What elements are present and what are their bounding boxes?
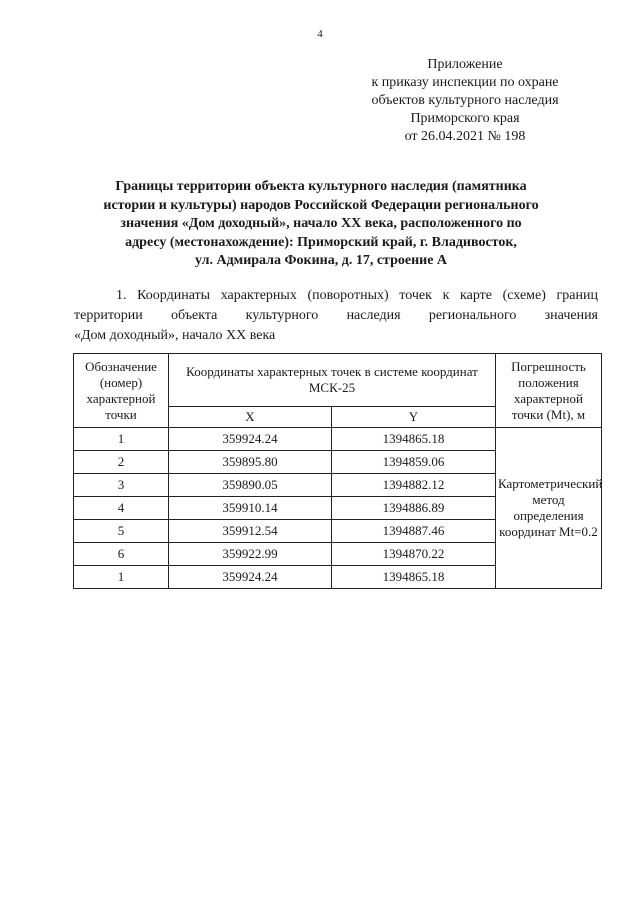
point-number: 5 — [74, 520, 169, 543]
coord-x: 359924.24 — [169, 428, 332, 451]
appendix-line: Приморского края — [410, 111, 520, 126]
intro-paragraph — [74, 286, 598, 346]
point-number: 3 — [74, 474, 169, 497]
appendix-header — [330, 56, 600, 146]
document-title — [78, 178, 564, 271]
header-accuracy: Погрешность положения характерной точки (Mt), м — [496, 354, 602, 428]
appendix-date-line: от 26.04.2021 № 198 — [404, 129, 526, 144]
page-number: 4 — [317, 28, 323, 40]
coord-x: 359924.24 — [169, 566, 332, 589]
word: наследия — [346, 308, 401, 323]
point-number: 1 — [74, 428, 169, 451]
header-x: X — [169, 407, 332, 428]
title-line: ул. Адмирала Фокина, д. 17, строение А — [194, 253, 448, 268]
word: Координаты — [137, 288, 211, 303]
coord-y: 1394886.89 — [332, 497, 496, 520]
paragraph-line-2 — [74, 306, 598, 326]
coord-x: 359912.54 — [169, 520, 332, 543]
title-line: Границы территории объекта культурного наследия (памятника — [115, 179, 527, 194]
title-line: значения «Дом доходный», начало ХХ века, расположенного по — [120, 216, 522, 231]
header-designation: Обозначение (номер) характерной точки — [74, 354, 169, 428]
coord-x: 359895.80 — [169, 451, 332, 474]
word: характерных — [220, 288, 297, 303]
word: территории — [74, 308, 143, 323]
paragraph-line-3: «Дом доходный», начало ХХ века — [74, 328, 276, 343]
paragraph-line-1 — [74, 286, 598, 306]
point-number: 2 — [74, 451, 169, 474]
appendix-line: Приложение — [427, 57, 503, 72]
coord-y: 1394870.22 — [332, 543, 496, 566]
word: границ — [556, 288, 598, 303]
point-number: 4 — [74, 497, 169, 520]
coord-x: 359890.05 — [169, 474, 332, 497]
coord-y: 1394865.18 — [332, 428, 496, 451]
word: к — [442, 288, 450, 303]
appendix-line: к приказу инспекции по охране — [371, 75, 559, 90]
coord-x: 359922.99 — [169, 543, 332, 566]
word: (схеме) — [502, 288, 546, 303]
header-coordinates: Координаты характерных точек в системе координат МСК-25 — [169, 354, 496, 407]
coord-y: 1394887.46 — [332, 520, 496, 543]
title-line: истории и культуры) народов Российской Федерации регионального — [103, 197, 539, 213]
coordinates-table — [73, 353, 602, 589]
word: точек — [399, 288, 432, 303]
table-row — [74, 428, 602, 451]
coord-y: 1394859.06 — [332, 451, 496, 474]
point-number: 6 — [74, 543, 169, 566]
header-y: Y — [332, 407, 496, 428]
word: 1. — [116, 288, 127, 303]
point-number: 1 — [74, 566, 169, 589]
word: регионального — [428, 308, 517, 323]
coord-x: 359910.14 — [169, 497, 332, 520]
title-line: адресу (местонахождение): Приморский край, г. Владивосток, — [125, 234, 517, 250]
word: значения — [544, 308, 598, 323]
word: (поворотных) — [307, 288, 389, 303]
method-cell: Картометрический метод определения координат Mt=0.2 — [496, 428, 602, 589]
word: культурного — [245, 308, 319, 323]
appendix-line: объектов культурного наследия — [371, 93, 559, 108]
word: карте — [460, 288, 492, 303]
word: объекта — [171, 308, 218, 323]
coord-y: 1394882.12 — [332, 474, 496, 497]
coord-y: 1394865.18 — [332, 566, 496, 589]
